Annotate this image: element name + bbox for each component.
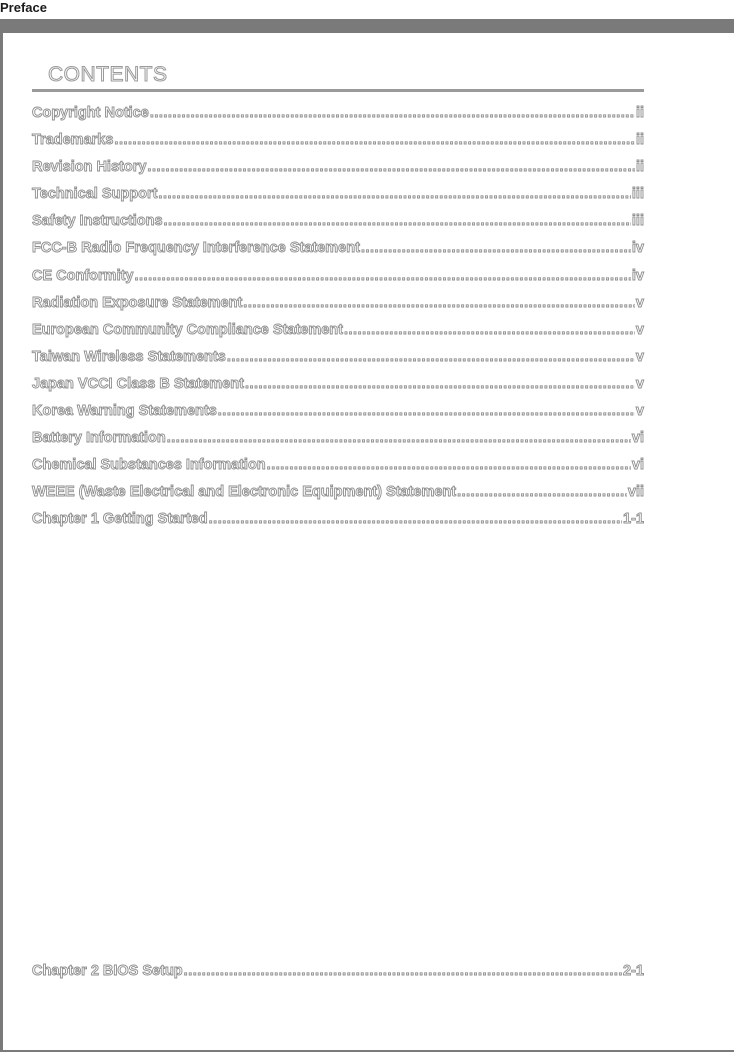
- toc-dot-leader: [184, 963, 622, 979]
- toc-entry-title: Trademarks: [32, 132, 114, 149]
- toc-entry-page: 1-1: [623, 511, 644, 528]
- toc-entry-battery-information[interactable]: [32, 430, 644, 457]
- toc-entry-weee-statement[interactable]: [32, 484, 644, 511]
- toc-entry-page: iii: [631, 186, 644, 203]
- title-underline: [32, 89, 644, 92]
- toc-dot-leader: [164, 213, 631, 229]
- toc-entry-page: iii: [631, 213, 644, 230]
- section-header-label: Preface: [0, 0, 47, 15]
- toc-dot-leader: [114, 132, 635, 148]
- toc-entry-title: Japan VCCI Class B Statement: [32, 375, 244, 392]
- toc-dot-leader: [361, 240, 631, 256]
- left-margin-rule: [0, 33, 3, 1052]
- toc-entry-page: iv: [631, 240, 644, 257]
- toc-entry-title: WEEE (Waste Electrical and Electronic Equipment) Statement: [32, 484, 457, 501]
- toc-dot-leader: [227, 349, 635, 365]
- toc-entry-title: Taiwan Wireless Statements: [32, 348, 226, 365]
- toc-entry-title: Revision History: [32, 159, 147, 176]
- toc-entry-taiwan-wireless[interactable]: [32, 349, 644, 376]
- toc-entry-page: ii: [635, 132, 644, 149]
- toc-entry-japan-vcci[interactable]: [32, 376, 644, 403]
- toc-entry-page: iv: [631, 267, 644, 284]
- toc-dot-leader: [150, 105, 635, 121]
- toc-dot-leader: [344, 322, 635, 338]
- toc-entry-technical-support[interactable]: [32, 186, 644, 213]
- toc-entry-page: v: [635, 294, 644, 311]
- toc-dot-leader: [457, 484, 627, 500]
- toc-entry-title: Chapter 2 BIOS Setup: [32, 963, 183, 979]
- toc-entry-title: FCC-B Radio Frequency Interference Statement: [32, 240, 360, 257]
- toc-entry-page: vi: [631, 430, 644, 447]
- toc-entry-page: vi: [631, 457, 644, 474]
- page-title: CONTENTS: [48, 63, 168, 86]
- toc-entry-page: v: [635, 348, 644, 365]
- toc-dot-leader: [245, 376, 635, 392]
- toc-dot-leader: [209, 511, 622, 527]
- toc-entry-page: ii: [635, 105, 644, 121]
- toc-entry-page: v: [635, 375, 644, 392]
- toc-entry-page: vii: [627, 484, 644, 501]
- toc-dot-leader: [158, 186, 630, 202]
- toc-entry-korea-warning[interactable]: [32, 403, 644, 430]
- toc-entry-chapter-2[interactable]: [32, 963, 644, 990]
- toc-entry-title: Chemical Substances Information: [32, 457, 266, 474]
- toc-dot-leader: [147, 159, 635, 175]
- toc-entry-page: 2-1: [623, 963, 644, 979]
- toc-entry-radiation-exposure[interactable]: [32, 295, 644, 322]
- toc-entry-title: Chapter 1 Getting Started: [32, 511, 208, 528]
- toc-entry-revision-history[interactable]: [32, 159, 644, 186]
- toc-dot-leader: [243, 295, 635, 311]
- toc-entry-page: v: [635, 403, 644, 420]
- toc-dot-leader: [218, 403, 635, 419]
- toc-dot-leader: [267, 457, 631, 473]
- toc-entry-title: Safety Instructions: [32, 213, 163, 230]
- toc-entry-title: Technical Support: [32, 186, 158, 203]
- toc-entry-title: Korea Warning Statements: [32, 403, 217, 420]
- toc-entry-title: Radiation Exposure Statement: [32, 294, 243, 311]
- toc-entry-fcc-b-statement[interactable]: [32, 240, 644, 267]
- toc-dot-leader: [135, 268, 631, 284]
- toc-entry-title: Copyright Notice: [32, 105, 149, 121]
- toc-entry-title: European Community Compliance Statement: [32, 321, 343, 338]
- toc-entry-title: Battery Information: [32, 430, 166, 447]
- toc-entry-page: v: [635, 321, 644, 338]
- toc-entry-page: ii: [635, 159, 644, 176]
- toc-entry-trademarks[interactable]: [32, 132, 644, 159]
- toc-entry-copyright-notice[interactable]: [32, 105, 644, 132]
- toc-entry-title: CE Conformity: [32, 267, 134, 284]
- table-of-contents: [32, 105, 644, 539]
- toc-dot-leader: [167, 430, 631, 446]
- toc-entry-safety-instructions[interactable]: [32, 213, 644, 240]
- toc-entry-ce-conformity[interactable]: [32, 268, 644, 295]
- table-of-contents-continued: [32, 963, 644, 990]
- toc-entry-european-compliance[interactable]: [32, 322, 644, 349]
- toc-entry-chapter-1[interactable]: [32, 511, 644, 538]
- toc-entry-chemical-substances[interactable]: [32, 457, 644, 484]
- header-bar: [0, 19, 734, 33]
